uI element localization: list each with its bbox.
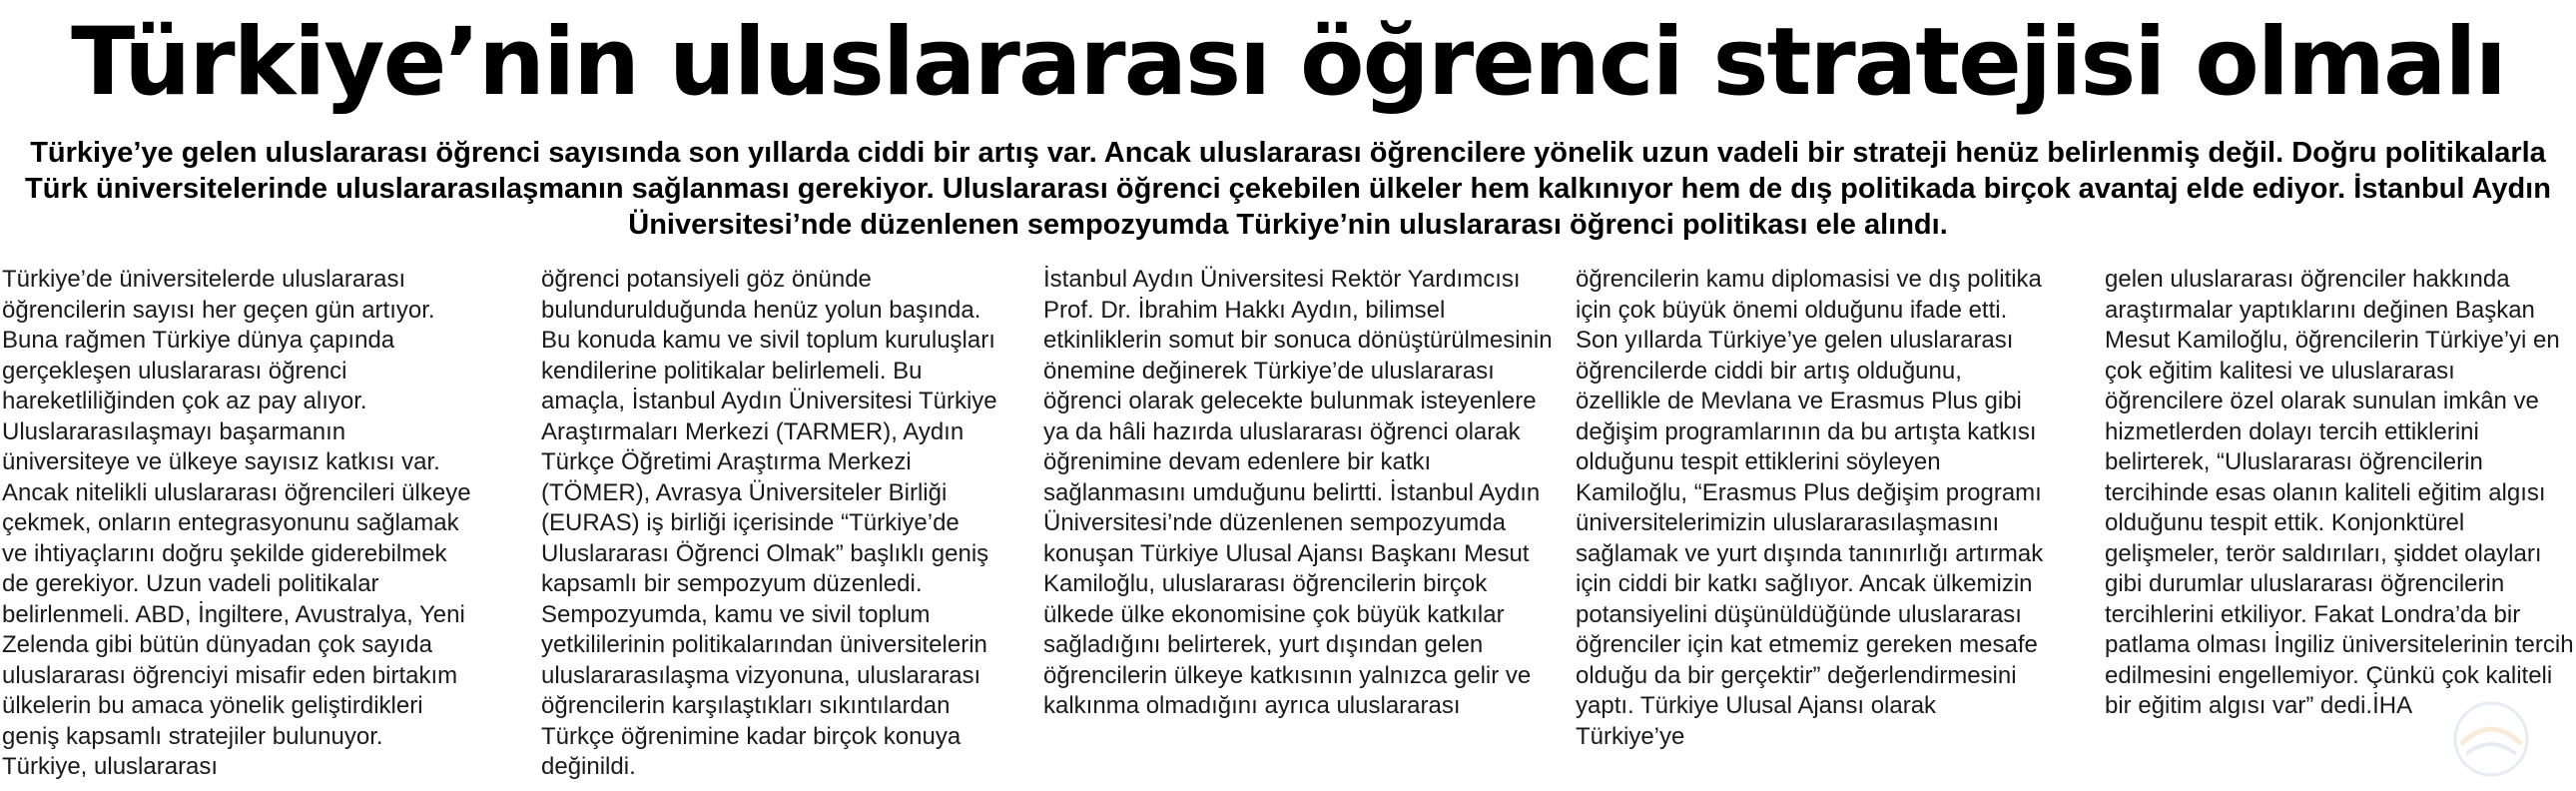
- publisher-logo-watermark-icon: [2436, 699, 2546, 779]
- article-lede: Türkiye’ye gelen uluslararası öğrenci sayısında son yıllarda ciddi bir artış var. Ancak uluslararası öğrencilere yönelik uzun vadeli bir strateji henüz belirlenmiş değil. Doğru politikalarla Türk üniversitelerinde uluslararasılaşmanın sağlanması gerekiyor. Uluslararası öğrenci çekebilen ülkeler hem kalkınıyor hem de dış politikada birçok avantaj elde ediyor. İstanbul Aydın Üniversitesi’nde düzenlenen sempozyumda Türkiye’nin uluslararası öğrenci politikası ele alındı.: [25, 137, 2551, 241]
- article-column-2: öğrenci potansiyeli göz önünde bulundurulduğunda henüz yolun başında. Bu konuda kamu ve sivil toplum kuruluşları kendilerine politikalar belirlemeli. Bu amaçla, İstanbul Aydın Üniversitesi Türkiye Araştırmaları Merkezi (TARMER), Aydın Türkçe Öğretimi Araştırma Merkezi (TÖMER), Avrasya Üniversiteler Birliği (EURAS) iş birliği içerisinde “Türkiye’de Uluslararası Öğrenci Olmak” başlıklı geniş kapsamlı bir sempozyum düzenledi. Sempozyumda, kamu ve sivil toplum yetkililerinin politikalarından üniversitelerin uluslararasılaşma vizyonuna, uluslararası öğrencilerin karşılaştıkları sıkıntılardan Türkçe öğrenimine kadar birçok konuya değinildi.: [541, 266, 997, 780]
- article-column-3: İstanbul Aydın Üniversitesi Rektör Yardımcısı Prof. Dr. İbrahim Hakkı Aydın, bilimsel etkinliklerin somut bir sonuca dönüştürülmesinin önemine değinerek Türkiye’de uluslararası öğrenci olarak gelecekte bulunmak isteyenlere ya da hâli hazırda uluslararası öğrenci olarak öğrenimine devam edenlere bir katkı sağlanmasını umduğunu belirtti. İstanbul Aydın Üniversitesi’nde düzenlenen sempozyumda konuşan Türkiye Ulusal Ajansı Başkanı Mesut Kamiloğlu, uluslararası öğrencilerin birçok ülkede ülke ekonomisine çok büyük katkılar sağladığını belirterek, yurt dışından gelen öğrencilerin ülkeye katkısının yalnızca gelir ve kalkınma olmadığını ayrıca uluslararası: [1043, 266, 1553, 719]
- article-column-5: gelen uluslararası öğrenciler hakkında araştırmalar yaptıklarını değinen Başkan Mesut Kamiloğlu, öğrencilerin Türkiye’yi en çok eğitim kalitesi ve uluslararası öğrencilere özel olarak sunulan imkân ve hizmetlerden dolayı tercih ettiklerini belirterek, “Uluslararası öğrencilerin tercihinde esas olanın kaliteli eğitim algısı olduğunu tespit ettik. Konjonktürel gelişmeler, terör saldırıları, şiddet olayları gibi durumlar uluslararası öğrencilerin tercihlerini etkiliyor. Fakat Londra’da bir patlama olması İngiliz üniversitelerinin tercih edilmesini engellemiyor. Çünkü çok kaliteli bir eğitim algısı var” dedi.İHA: [2105, 266, 2574, 719]
- article-headline: Türkiye’nin uluslararası öğrenci stratejisi olmalı: [71, 8, 2505, 117]
- article-body: [0, 265, 2576, 791]
- article-column-1: Türkiye’de üniversitelerde uluslararası öğrencilerin sayısı her geçen gün artıyor. Buna rağmen Türkiye dünya çapında gerçekleşen uluslararası öğrenci hareketliliğinden çok az pay alıyor. Uluslararasılaşmayı başarmanın üniversiteye ve ülkeye sayısız katkısı var. Ancak nitelikli uluslararası öğrencileri ülkeye çekmek, onların entegrasyonunu sağlamak ve ihtiyaçlarını doğru şekilde giderebilmek de gerekiyor. Uzun vadeli politikalar belirlenmeli. ABD, İngiltere, Avustralya, Yeni Zelenda gibi bütün dünyadan çok sayıda uluslararası öğrenciyi misafir eden birtakım ülkelerin bu amaca yönelik geliştirdikleri geniş kapsamlı stratejiler bulunuyor. Türkiye, uluslararası: [2, 266, 471, 780]
- article-column-4: öğrencilerin kamu diplomasisi ve dış politika için çok büyük önemi olduğunu ifade etti. Son yıllarda Türkiye’ye gelen uluslararası öğrencilerde ciddi bir artış olduğunu, özellikle de Mevlana ve Erasmus Plus gibi değişim programlarının da bu artışta katkısı olduğunu tespit ettiklerini söyleyen Kamiloğlu, “Erasmus Plus değişim programı üniversitelerimizin uluslararasılaşmasını sağlamak ve yurt dışında tanınırlığı artırmak için ciddi bir katkı sağlıyor. Ancak ülkemizin potansiyelini düşünüldüğünde uluslararası öğrenciler için kat etmemiz gereken mesafe olduğu da bir gerçektir” değerlendirmesini yaptı. Türkiye Ulusal Ajansı olarak Türkiye’ye: [1576, 266, 2044, 750]
